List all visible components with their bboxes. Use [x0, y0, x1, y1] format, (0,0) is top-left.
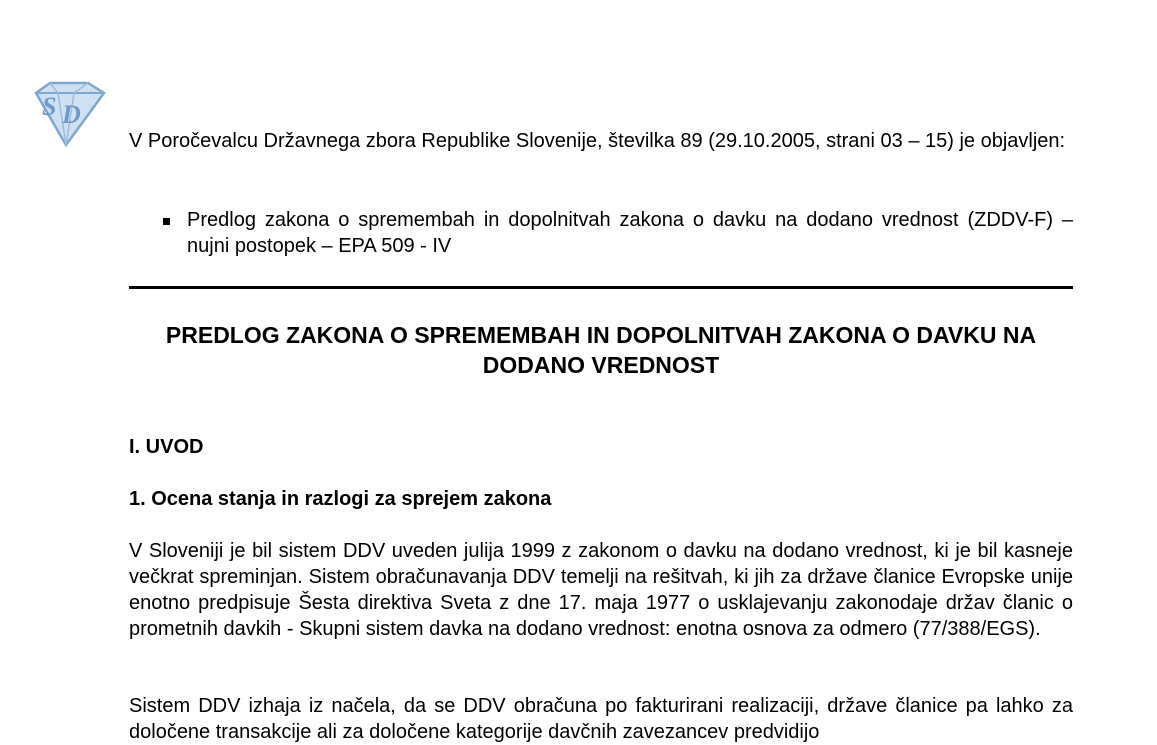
svg-text:S: S: [42, 92, 57, 121]
body-paragraph: V Sloveniji je bil sistem DDV uveden julija 1999 z zakonom o davku na dodano vrednost, ki je bil kasneje večkrat spreminjan. Sistem obračunavanja DDV temelji na rešitvah, ki jih za države članice Evropske unije enotno predpisuje Šesta direktiva Sveta z dne 17. maja 1977 o usklajevanju zakonodaje držav članic o prometnih davkih - Skupni sistem davka na dodano vrednost: enotna osnova za odmero (77/388/EGS).: [129, 540, 1073, 640]
section-heading: I. UVOD: [129, 436, 204, 458]
square-bullet-icon: [163, 218, 170, 225]
svg-text:D: D: [62, 100, 81, 129]
body-paragraph: Sistem DDV izhaja iz načela, da se DDV obračuna po fakturirani realizaciji, države članice pa lahko za določene transakcije ali za določene kategorije davčnih zavezancev predvidijo: [129, 695, 1073, 743]
subsection-heading: 1. Ocena stanja in razlogi za sprejem zakona: [129, 488, 552, 510]
document-title: PREDLOG ZAKONA O SPREMEMBAH IN DOPOLNITVAH ZAKONA O DAVKU NA DODANO VREDNOST: [165, 322, 1037, 378]
intro-text: V Poročevalcu Državnega zbora Republike Slovenije, številka 89 (29.10.2005, strani 03 – 15) je objavljen:: [129, 130, 1066, 152]
horizontal-divider: [129, 286, 1073, 289]
bullet-text: Predlog zakona o spremembah in dopolnitvah zakona o davku na dodano vrednost (ZDDV-F) – nujni postopek – EPA 509 - IV: [187, 209, 1073, 257]
sd-logo-icon: [28, 79, 110, 149]
bullet-list-item: [129, 207, 1073, 259]
